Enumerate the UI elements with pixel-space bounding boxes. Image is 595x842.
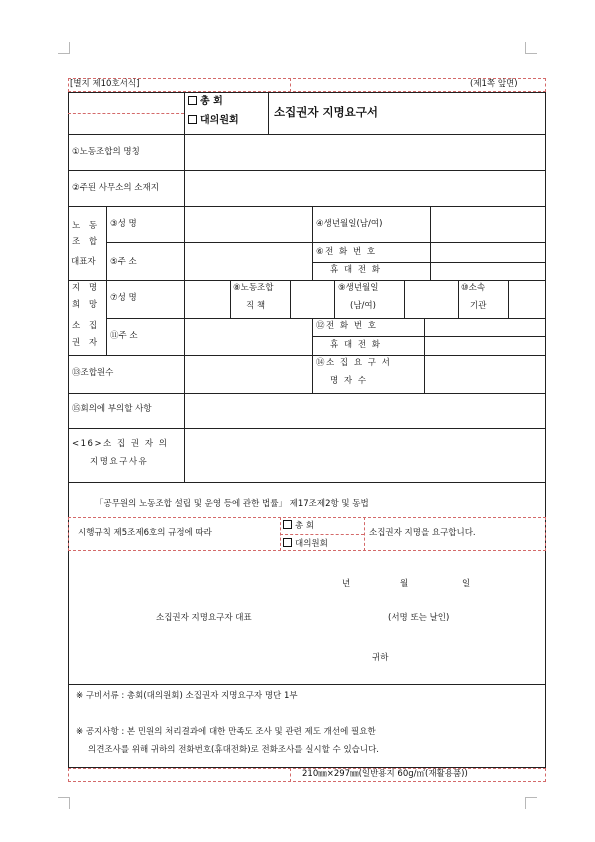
checkbox-icon[interactable] — [188, 115, 197, 124]
required-documents: ※ 구비서류 : 총회(대의원회) 소집권자 지명요구자 명단 1부 — [76, 691, 298, 701]
page-info: (제1쪽 앞면) — [470, 79, 518, 89]
page-corner-mark — [58, 797, 70, 809]
label-requester-count: ⑭소 집 요 구 서 — [316, 358, 392, 368]
label-office-address: ②주된 사무소의 소재지 — [72, 183, 159, 193]
page-corner-mark — [58, 42, 70, 54]
label-rep-phone: ⑥전 화 번 호 — [316, 247, 377, 257]
page-corner-mark — [525, 797, 537, 809]
label-representative-group: 노 동 — [72, 221, 101, 231]
paper-spec: 210㎜×297㎜(일반용지 60g/㎡(재활용품)) — [302, 769, 468, 779]
label-union-name: ①노동조합의 명칭 — [72, 147, 140, 157]
title-option-general[interactable]: 총 회 — [188, 96, 223, 108]
page-corner-mark — [525, 42, 537, 54]
label-candidate-birth: ⑨생년월일 — [338, 283, 379, 293]
date-month: 월 — [400, 579, 409, 589]
label-rep-birth: ④생년월일(남/여) — [316, 219, 383, 229]
checkbox-icon[interactable] — [283, 520, 292, 529]
label-candidate-address: ⑪주 소 — [110, 331, 138, 341]
label-agenda: ⑮회의에 부의할 사항 — [72, 404, 152, 414]
label-candidate-group: 지 명 — [72, 283, 101, 293]
label-rep-name: ③성 명 — [110, 219, 137, 229]
statement-request: 소집권자 지명을 요구합니다. — [369, 528, 476, 538]
label-candidate-phone: ⑫전 화 번 호 — [316, 321, 378, 331]
form-number: [별지 제10호서식] — [70, 79, 140, 89]
title-option-council[interactable]: 대의원회 — [188, 115, 239, 127]
requester-representative: 소집권자 지명요구자 대표 — [156, 613, 252, 623]
date-year: 년 — [342, 579, 351, 589]
statement-option-general[interactable]: 총 회 — [283, 520, 314, 532]
date-day: 일 — [462, 579, 471, 589]
label-candidate-union-position: ⑧노동조합 — [233, 283, 274, 293]
label-candidate-mobile: 휴 대 전 화 — [330, 340, 382, 350]
signature-field[interactable]: (서명 또는 날인) — [388, 613, 450, 623]
label-candidate-affiliation: ⑩소속 — [461, 283, 486, 293]
statement-line-1: 「공무원의 노동조합 설립 및 운영 등에 관한 법률」 제17조제2항 및 동법 — [95, 499, 369, 509]
notice-line-1: ※ 공지사항 : 본 민원의 처리결과에 대한 만족도 조사 및 관련 제도 개선에 필요한 — [76, 727, 376, 737]
recipient: 귀하 — [372, 653, 389, 663]
checkbox-icon[interactable] — [283, 538, 292, 547]
form-title: 소집권자 지명요구서 — [274, 105, 378, 119]
label-request-reason: <16>소 집 권 자 의 — [72, 439, 169, 449]
notice-line-2: 의견조사를 위해 귀하의 전화번호(휴대전화)로 전화조사를 실시할 수 있습니다. — [88, 745, 380, 755]
checkbox-icon[interactable] — [188, 96, 197, 105]
statement-line-2: 시행규칙 제5조제6호의 규정에 따라 — [78, 528, 212, 538]
label-candidate-name: ⑦성 명 — [110, 293, 137, 303]
label-rep-mobile: 휴 대 전 화 — [330, 265, 382, 275]
label-rep-address: ⑤주 소 — [110, 257, 137, 267]
label-member-count: ⑬조합원수 — [72, 368, 114, 378]
statement-option-council[interactable]: 대의원회 — [283, 538, 328, 550]
